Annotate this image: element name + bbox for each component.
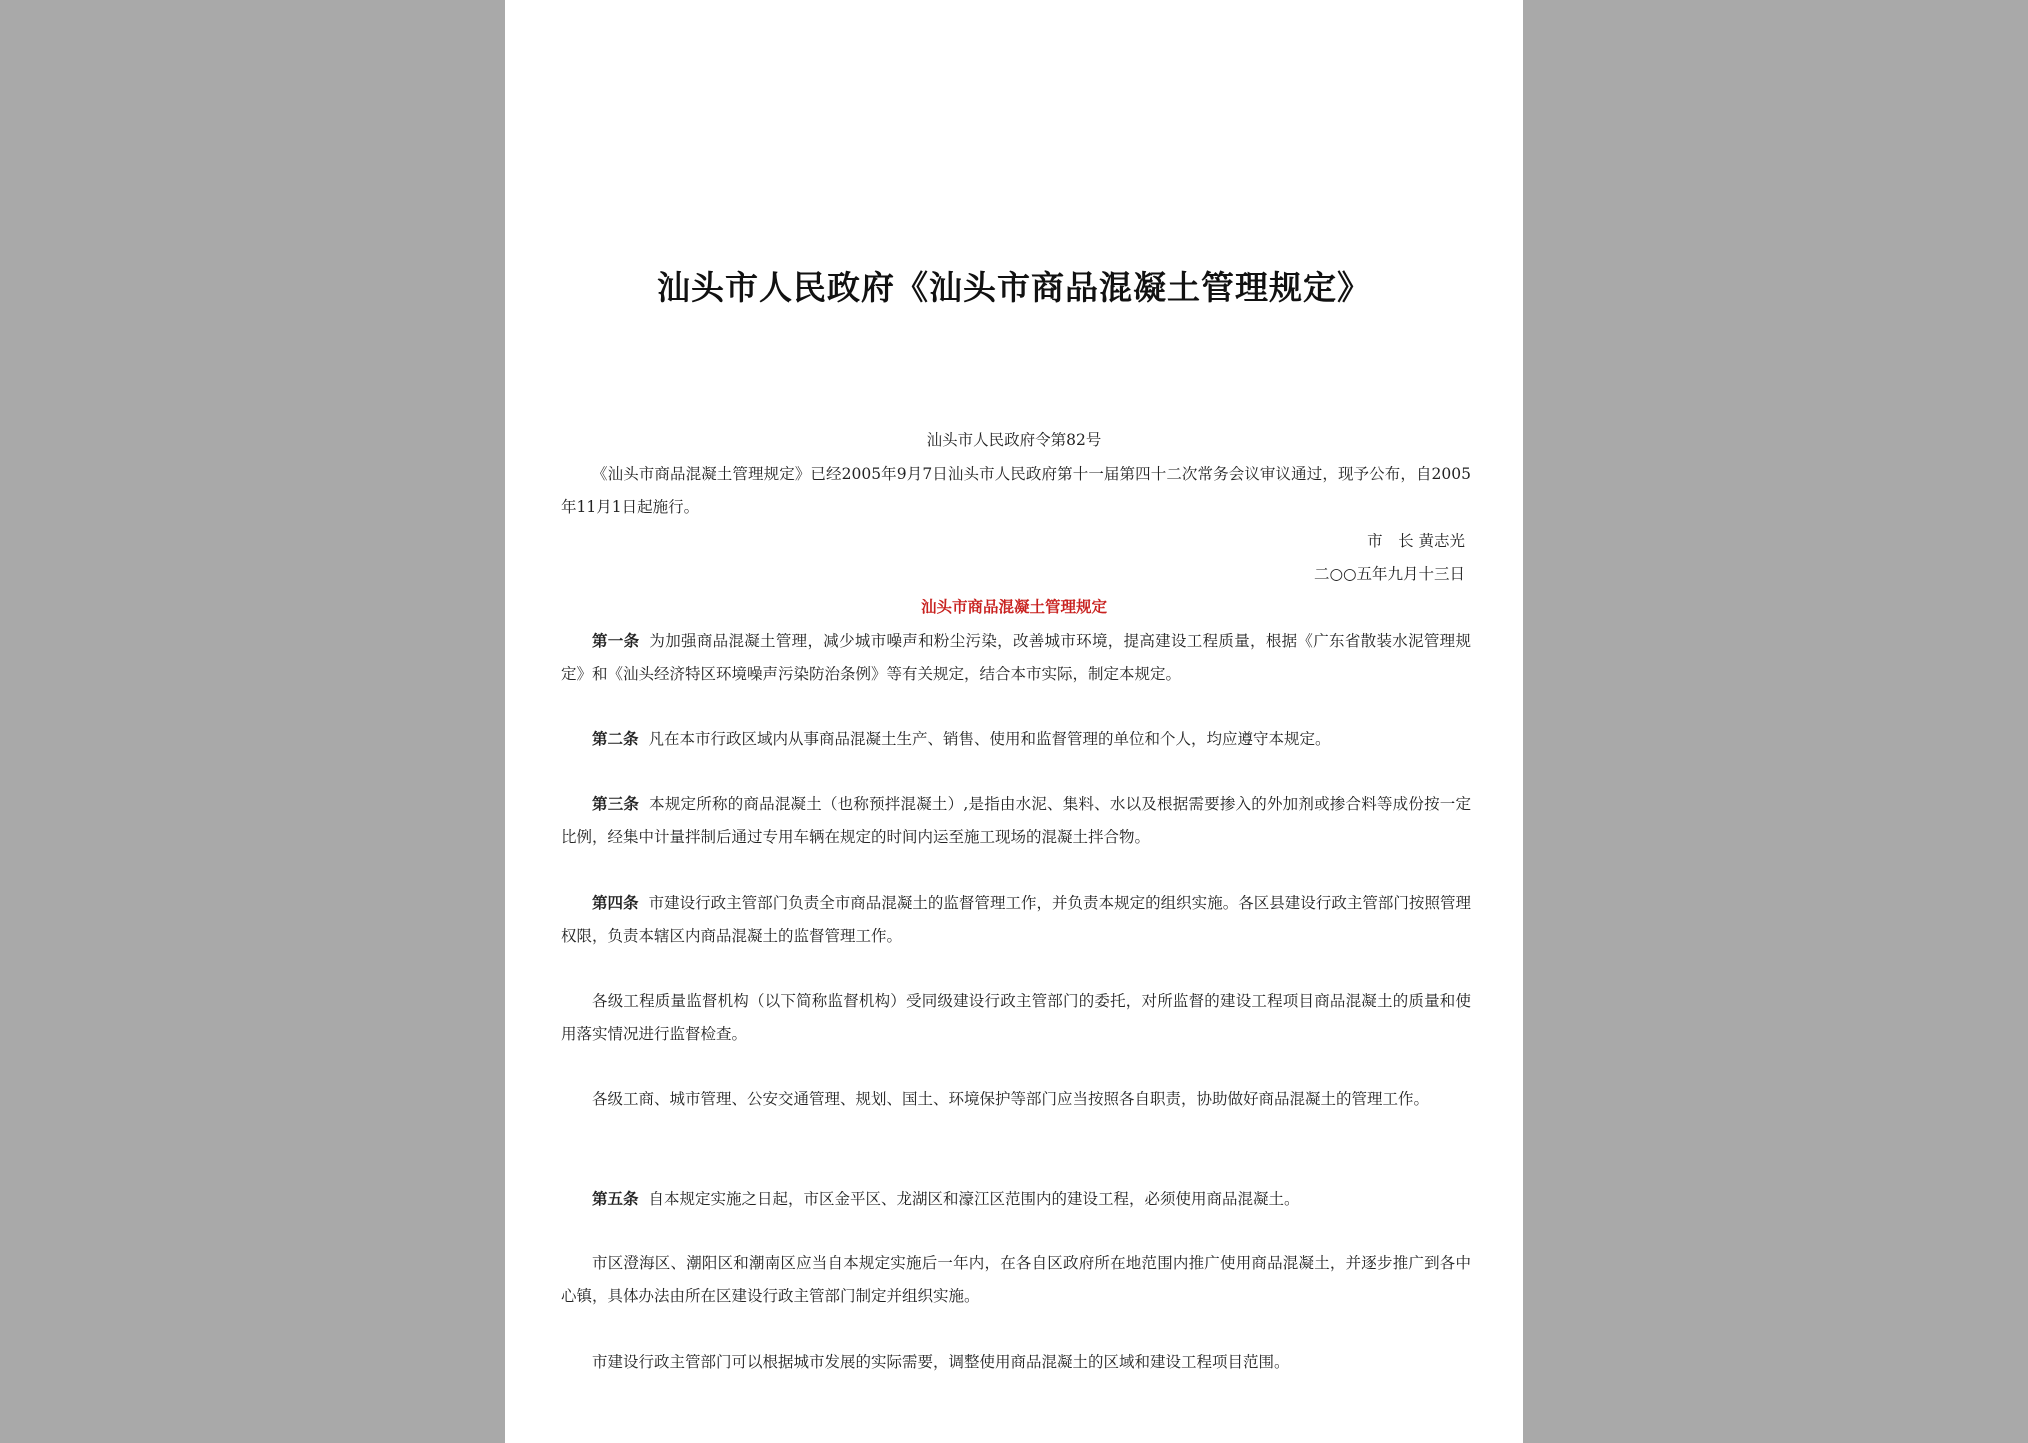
article-paragraph xyxy=(561,1182,1471,1216)
article-paragraph xyxy=(561,787,1471,854)
article-paragraph xyxy=(561,886,1471,953)
preamble-paragraph: 《汕头市商品混凝土管理规定》已经2005年9月7日汕头市人民政府第十一届第四十二次常务会议审议通过，现予公布，自2005年11月1日起施行。 xyxy=(561,465,1471,516)
article-number: 第一条 xyxy=(592,631,640,650)
body-paragraph: 各级工程质量监督机构（以下简称监督机构）受同级建设行政主管部门的委托，对所监督的建设工程项目商品混凝土的质量和使用落实情况进行监督检查。 xyxy=(561,992,1471,1043)
document-title: 汕头市人民政府《汕头市商品混凝土管理规定》 xyxy=(657,268,1371,307)
article-paragraph xyxy=(561,722,1471,756)
body-paragraph: 市区澄海区、潮阳区和潮南区应当自本规定实施后一年内，在各自区政府所在地范围内推广使用商品混凝土，并逐步推广到各中心镇，具体办法由所在区建设行政主管部门制定并组织实施。 xyxy=(561,1254,1471,1305)
article-paragraph xyxy=(561,624,1471,691)
article-text: 凡在本市行政区域内从事商品混凝土生产、销售、使用和监督管理的单位和个人，均应遵守本规定。 xyxy=(648,730,1331,748)
body-paragraph: 市建设行政主管部门可以根据城市发展的实际需要，调整使用商品混凝土的区域和建设工程项目范围。 xyxy=(592,1353,1290,1371)
article-text: 为加强商品混凝土管理，减少城市噪声和粉尘污染，改善城市环境，提高建设工程质量，根据《广东省散装水泥管理规定》和《汕头经济特区环境噪声污染防治条例》等有关规定，结合本市实际，制定本规定。 xyxy=(561,632,1471,683)
article-text: 本规定所称的商品混凝土（也称预拌混凝土）,是指由水泥、集料、水以及根据需要掺入的外加剂或掺合料等成份按一定比例，经集中计量拌制后通过专用车辆在规定的时间内运至施工现场的混凝土拌合物。 xyxy=(561,795,1471,846)
article-number: 第三条 xyxy=(592,794,640,813)
article-text: 市建设行政主管部门负责全市商品混凝土的监督管理工作，并负责本规定的组织实施。各区县建设行政主管部门按照管理权限，负责本辖区内商品混凝土的监督管理工作。 xyxy=(561,894,1471,945)
signer-line: 市 长 黄志光 xyxy=(1367,532,1465,550)
signing-date: 二○○五年九月十三日 xyxy=(1313,565,1465,583)
article-number: 第四条 xyxy=(592,893,639,912)
decree-number: 汕头市人民政府令第82号 xyxy=(926,431,1102,449)
body-paragraph: 各级工商、城市管理、公安交通管理、规划、国土、环境保护等部门应当按照各自职责，协助做好商品混凝土的管理工作。 xyxy=(592,1090,1430,1108)
document-page xyxy=(505,0,1523,1443)
regulation-title: 汕头市商品混凝土管理规定 xyxy=(920,597,1107,616)
article-number: 第二条 xyxy=(592,729,639,748)
article-text: 自本规定实施之日起，市区金平区、龙湖区和濠江区范围内的建设工程，必须使用商品混凝土。 xyxy=(648,1190,1300,1208)
article-number: 第五条 xyxy=(592,1189,639,1208)
